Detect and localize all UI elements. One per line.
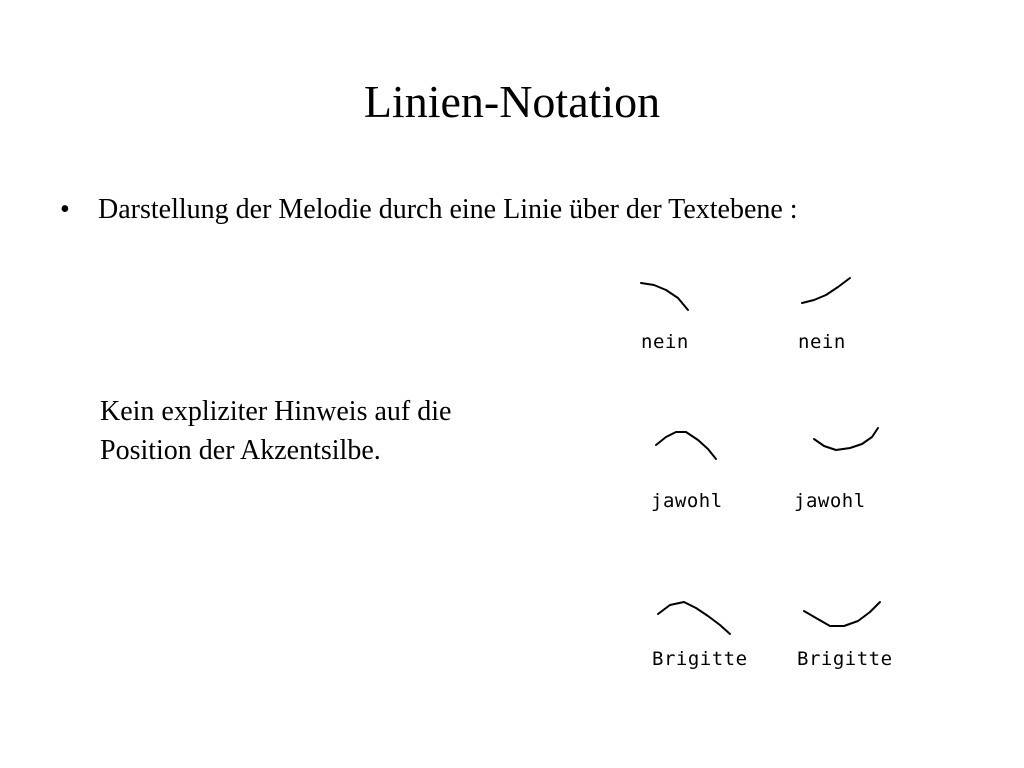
- example-word: jawohl: [794, 490, 866, 512]
- bullet-marker: •: [60, 194, 70, 225]
- contour-line-fall-rise: [800, 596, 884, 634]
- example-word: jawohl: [651, 490, 723, 512]
- slide-title: Linien-Notation: [363, 76, 661, 127]
- example-word: nein: [798, 331, 846, 353]
- contour-line-fall-rise: [810, 424, 882, 460]
- bullet-item: [60, 190, 798, 230]
- example-word: Brigitte: [652, 648, 748, 670]
- contour-line-rise-fall: [654, 596, 734, 638]
- example-word: nein: [641, 331, 689, 353]
- contour-line-rise-fall: [652, 426, 720, 462]
- bullet-text: Darstellung der Melodie durch eine Linie über der Textebene :: [98, 194, 798, 225]
- note-text: [100, 392, 451, 470]
- contour-line-rising: [798, 276, 854, 308]
- note-line-1: Kein expliziter Hinweis auf die: [100, 396, 452, 427]
- example-word: Brigitte: [797, 648, 893, 670]
- contour-line-falling: [638, 278, 694, 314]
- note-line-2: Position der Akzentsilbe.: [100, 435, 381, 466]
